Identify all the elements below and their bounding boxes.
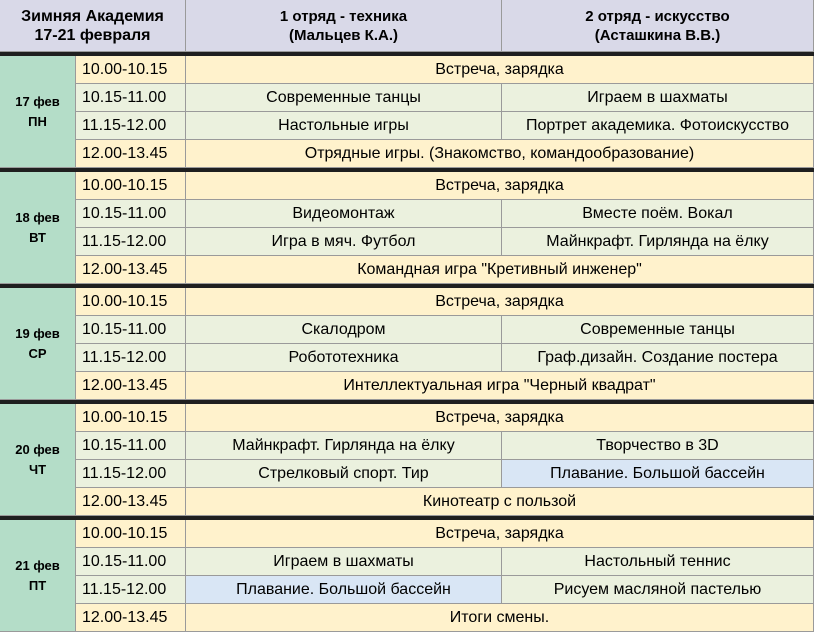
time-cell[interactable]: 11.15-12.00 xyxy=(76,460,186,488)
squad-2-leader: (Асташкина В.В.) xyxy=(594,26,721,44)
schedule-row xyxy=(76,140,814,168)
day-weekday: СР xyxy=(28,345,47,361)
time-cell[interactable]: 11.15-12.00 xyxy=(76,576,186,604)
schedule-row xyxy=(76,372,814,400)
header-title-cell[interactable] xyxy=(0,0,186,52)
time-cell[interactable]: 12.00-13.45 xyxy=(76,488,186,516)
day-label-cell[interactable] xyxy=(0,404,76,516)
time-cell[interactable]: 10.00-10.15 xyxy=(76,172,186,200)
squad-1-leader: (Мальцев К.А.) xyxy=(288,26,399,44)
schedule-row xyxy=(76,548,814,576)
time-cell[interactable]: 11.15-12.00 xyxy=(76,228,186,256)
squad-1-activity-cell[interactable]: Современные танцы xyxy=(186,84,502,112)
time-cell[interactable]: 12.00-13.45 xyxy=(76,140,186,168)
day-block xyxy=(0,172,814,284)
day-label-cell[interactable] xyxy=(0,172,76,284)
day-label-cell[interactable] xyxy=(0,56,76,168)
common-activity-cell[interactable]: Встреча, зарядка xyxy=(186,520,814,548)
header-row xyxy=(0,0,814,52)
header-squad-1-cell[interactable] xyxy=(186,0,502,52)
squad-2-activity-cell[interactable]: Майнкрафт. Гирлянда на ёлку xyxy=(502,228,814,256)
day-block xyxy=(0,288,814,400)
squad-1-activity-cell[interactable]: Скалодром xyxy=(186,316,502,344)
schedule-row xyxy=(76,112,814,140)
squad-1-activity-cell[interactable]: Плавание. Большой бассейн xyxy=(186,576,502,604)
squad-2-activity-cell[interactable]: Портрет академика. Фотоискусство xyxy=(502,112,814,140)
schedule-row xyxy=(76,228,814,256)
squad-2-name: 2 отряд - искусство xyxy=(585,7,730,25)
day-weekday: ЧТ xyxy=(28,461,47,477)
header-squad-2-cell[interactable] xyxy=(502,0,814,52)
common-activity-cell[interactable]: Встреча, зарядка xyxy=(186,56,814,84)
squad-2-activity-cell[interactable]: Современные танцы xyxy=(502,316,814,344)
squad-1-activity-cell[interactable]: Игра в мяч. Футбол xyxy=(186,228,502,256)
schedule-row xyxy=(76,432,814,460)
time-cell[interactable]: 10.00-10.15 xyxy=(76,404,186,432)
common-activity-cell[interactable]: Кинотеатр с пользой xyxy=(186,488,814,516)
time-cell[interactable]: 10.00-10.15 xyxy=(76,56,186,84)
squad-1-activity-cell[interactable]: Стрелковый спорт. Тир xyxy=(186,460,502,488)
time-cell[interactable]: 10.15-11.00 xyxy=(76,432,186,460)
common-activity-cell[interactable]: Итоги смены. xyxy=(186,604,814,632)
time-cell[interactable]: 12.00-13.45 xyxy=(76,372,186,400)
squad-1-name: 1 отряд - техника xyxy=(279,7,408,25)
squad-2-activity-cell[interactable]: Граф.дизайн. Создание постера xyxy=(502,344,814,372)
time-cell[interactable]: 10.00-10.15 xyxy=(76,288,186,316)
day-weekday: ВТ xyxy=(29,229,46,245)
squad-2-activity-cell[interactable]: Настольный теннис xyxy=(502,548,814,576)
schedule-row xyxy=(76,344,814,372)
schedule-row xyxy=(76,316,814,344)
schedule-row xyxy=(76,460,814,488)
schedule-row xyxy=(76,172,814,200)
day-date: 21 фев xyxy=(15,557,60,573)
time-cell[interactable]: 10.15-11.00 xyxy=(76,316,186,344)
time-cell[interactable]: 11.15-12.00 xyxy=(76,112,186,140)
common-activity-cell[interactable]: Встреча, зарядка xyxy=(186,288,814,316)
day-label-cell[interactable] xyxy=(0,288,76,400)
squad-1-activity-cell[interactable]: Играем в шахматы xyxy=(186,548,502,576)
day-date: 18 фев xyxy=(15,209,60,225)
common-activity-cell[interactable]: Интеллектуальная игра "Черный квадрат" xyxy=(186,372,814,400)
squad-2-activity-cell[interactable]: Играем в шахматы xyxy=(502,84,814,112)
schedule-row xyxy=(76,520,814,548)
schedule-row xyxy=(76,488,814,516)
time-cell[interactable]: 12.00-13.45 xyxy=(76,604,186,632)
day-block xyxy=(0,404,814,516)
day-weekday: ПТ xyxy=(28,577,47,593)
schedule-row xyxy=(76,576,814,604)
squad-1-activity-cell[interactable]: Робототехника xyxy=(186,344,502,372)
common-activity-cell[interactable]: Командная игра "Кретивный инженер" xyxy=(186,256,814,284)
squad-2-activity-cell[interactable]: Вместе поём. Вокал xyxy=(502,200,814,228)
day-weekday: ПН xyxy=(28,113,47,129)
day-date: 19 фев xyxy=(15,325,60,341)
day-date: 17 фев xyxy=(15,93,60,109)
time-cell[interactable]: 10.15-11.00 xyxy=(76,548,186,576)
schedule-row xyxy=(76,84,814,112)
time-cell[interactable]: 11.15-12.00 xyxy=(76,344,186,372)
schedule-row xyxy=(76,200,814,228)
schedule-row xyxy=(76,256,814,284)
title-line-2: 17-21 февраля xyxy=(34,26,151,44)
day-label-cell[interactable] xyxy=(0,520,76,632)
squad-1-activity-cell[interactable]: Майнкрафт. Гирлянда на ёлку xyxy=(186,432,502,460)
squad-2-activity-cell[interactable]: Рисуем масляной пастелью xyxy=(502,576,814,604)
common-activity-cell[interactable]: Встреча, зарядка xyxy=(186,404,814,432)
schedule-row xyxy=(76,288,814,316)
schedule-row xyxy=(76,604,814,632)
squad-1-activity-cell[interactable]: Видеомонтаж xyxy=(186,200,502,228)
time-cell[interactable]: 12.00-13.45 xyxy=(76,256,186,284)
day-block xyxy=(0,520,814,632)
time-cell[interactable]: 10.15-11.00 xyxy=(76,200,186,228)
squad-2-activity-cell[interactable]: Плавание. Большой бассейн xyxy=(502,460,814,488)
schedule-row xyxy=(76,56,814,84)
title-line-1: Зимняя Академия xyxy=(21,7,164,25)
schedule-row xyxy=(76,404,814,432)
day-block xyxy=(0,56,814,168)
day-date: 20 фев xyxy=(15,441,60,457)
squad-1-activity-cell[interactable]: Настольные игры xyxy=(186,112,502,140)
squad-2-activity-cell[interactable]: Творчество в 3D xyxy=(502,432,814,460)
common-activity-cell[interactable]: Встреча, зарядка xyxy=(186,172,814,200)
time-cell[interactable]: 10.00-10.15 xyxy=(76,520,186,548)
time-cell[interactable]: 10.15-11.00 xyxy=(76,84,186,112)
common-activity-cell[interactable]: Отрядные игры. (Знакомство, командообразование) xyxy=(186,140,814,168)
